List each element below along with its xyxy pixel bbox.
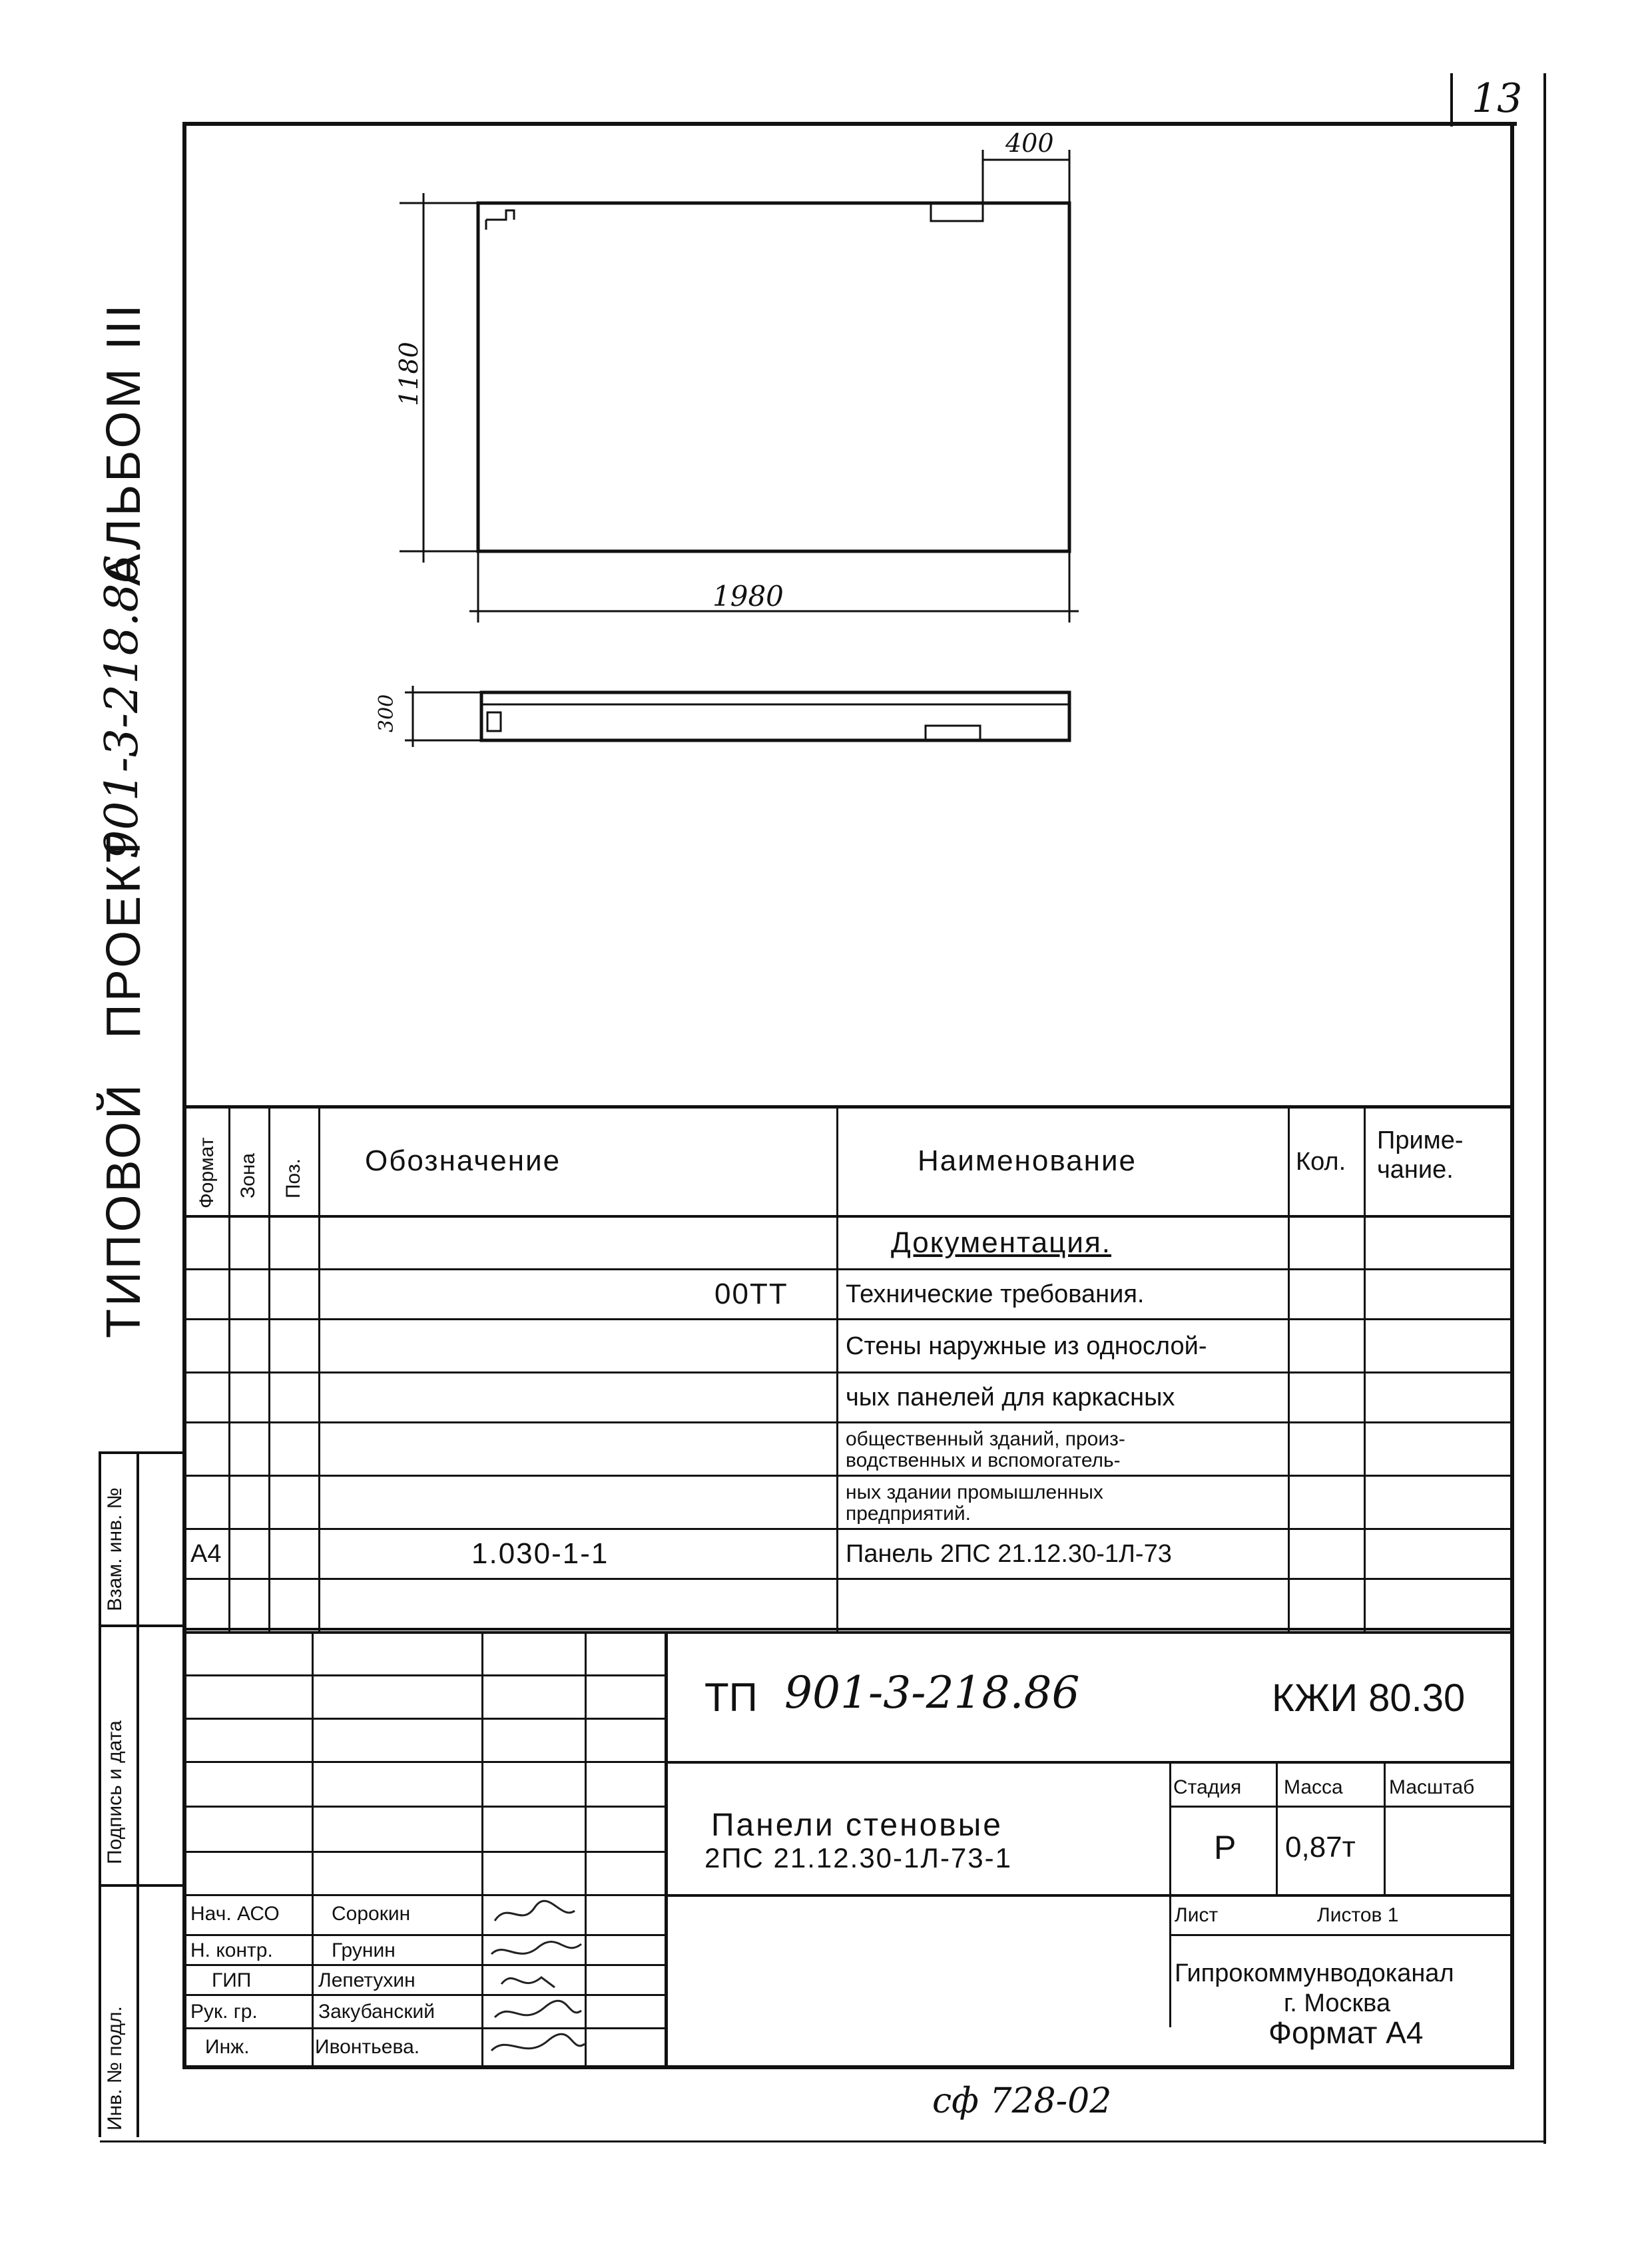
col-pos: Поз.	[282, 1158, 304, 1198]
row-2-name: Стены наружные из однослой-	[846, 1332, 1207, 1360]
dim-thickness-300: 300	[375, 694, 398, 732]
product-name-line1: Панели стеновые	[711, 1808, 1003, 1843]
corner-notch	[486, 210, 514, 230]
side-title-typical: ТИПОВОЙ	[97, 1082, 150, 1338]
bottom-rule	[100, 2140, 1545, 2142]
row-3-name: чых панелей для каркасных	[846, 1383, 1175, 1411]
row-6-name: Панель 2ПС 21.12.30-1Л-73	[846, 1540, 1172, 1568]
org-line2: г. Москва	[1284, 1989, 1391, 2017]
spec-table	[185, 1105, 1512, 1631]
dim-height-1180: 1180	[394, 342, 423, 406]
stage-label: Стадия	[1173, 1776, 1242, 1798]
doc-code: КЖИ 80.30	[1272, 1676, 1466, 1720]
person-1-name: Грунин	[332, 1939, 396, 1961]
tp-label: ТП	[704, 1675, 758, 1720]
dim-width-1980: 1980	[712, 580, 784, 613]
format-label: Формат А4	[1268, 2015, 1424, 2050]
embedded-part-side	[926, 726, 980, 740]
row-1-name: Технические требования.	[846, 1280, 1145, 1308]
stamp-sep-1	[99, 1624, 185, 1627]
mass-label: Масса	[1284, 1776, 1343, 1798]
stamp-inv-orig: Инв. № подл.	[104, 2006, 126, 2130]
col-name: Наименование	[918, 1144, 1137, 1177]
row-4-name: общественный зданий, произ- водственных и вспомогатель-	[846, 1428, 1125, 1471]
col-format: Формат	[196, 1137, 218, 1208]
tp-number: 901-3-218.86	[784, 1667, 1080, 1718]
embedded-part-top	[931, 204, 983, 221]
panel-drawing	[0, 0, 1652, 932]
stage-value: Р	[1214, 1829, 1237, 1866]
dim-top-400: 400	[1005, 128, 1054, 158]
panel-side	[481, 692, 1069, 740]
person-2-role: ГИП	[212, 1969, 252, 1991]
bottom-note: сф 728-02	[932, 2081, 1112, 2121]
person-4-role: Инж.	[205, 2036, 250, 2058]
row-6-format: А4	[190, 1540, 222, 1568]
row-5-name: ных здании промышленных предприятий.	[846, 1481, 1103, 1525]
product-name-line2: 2ПС 21.12.30-1Л-73-1	[704, 1842, 1012, 1873]
stamp-sep-2	[99, 1884, 185, 1887]
row-1-designation: 00ТТ	[714, 1278, 788, 1310]
side-title-album: АЛЬБОМ III	[97, 302, 150, 586]
stamp-col-mid	[137, 1451, 139, 2137]
sheet-label: Лист	[1175, 1904, 1219, 1926]
person-4-name: Ивонтьева.	[315, 2036, 420, 2058]
stamp-sign-date: Подпись и дата	[104, 1720, 126, 1864]
col-designation: Обозначение	[365, 1144, 561, 1177]
org-line1: Гипрокоммунводоканал	[1175, 1959, 1454, 1987]
sheets-label: Листов 1	[1317, 1904, 1399, 1926]
side-title-project-number: 901-3-218.86	[96, 555, 148, 859]
row-0-name: Документация.	[891, 1226, 1111, 1259]
page-number: 13	[1472, 75, 1523, 122]
person-3-name: Закубанский	[318, 2001, 435, 2023]
panel-plan	[478, 203, 1069, 551]
person-3-role: Рук. гр.	[190, 2001, 258, 2023]
row-6-designation: 1.030-1-1	[471, 1537, 609, 1570]
col-qty: Кол.	[1296, 1148, 1346, 1176]
person-2-name: Лепетухин	[318, 1969, 415, 1991]
col-note: Приме- чание.	[1377, 1126, 1464, 1184]
person-0-name: Сорокин	[332, 1903, 411, 1925]
signatures	[481, 1894, 588, 2067]
person-1-role: Н. контр.	[190, 1939, 273, 1961]
col-zone: Зона	[237, 1152, 259, 1198]
stamp-top	[99, 1451, 185, 1454]
title-block	[185, 1631, 1512, 2067]
scale-label: Масштаб	[1389, 1776, 1475, 1798]
side-title-project: ПРОЕКТ	[97, 830, 150, 1039]
stamp-col-left	[99, 1451, 101, 2137]
stamp-replace-inv: Взам. инв. №	[104, 1487, 126, 1611]
mass-value: 0,87т	[1285, 1831, 1356, 1864]
person-0-role: Нач. АСО	[190, 1903, 280, 1925]
